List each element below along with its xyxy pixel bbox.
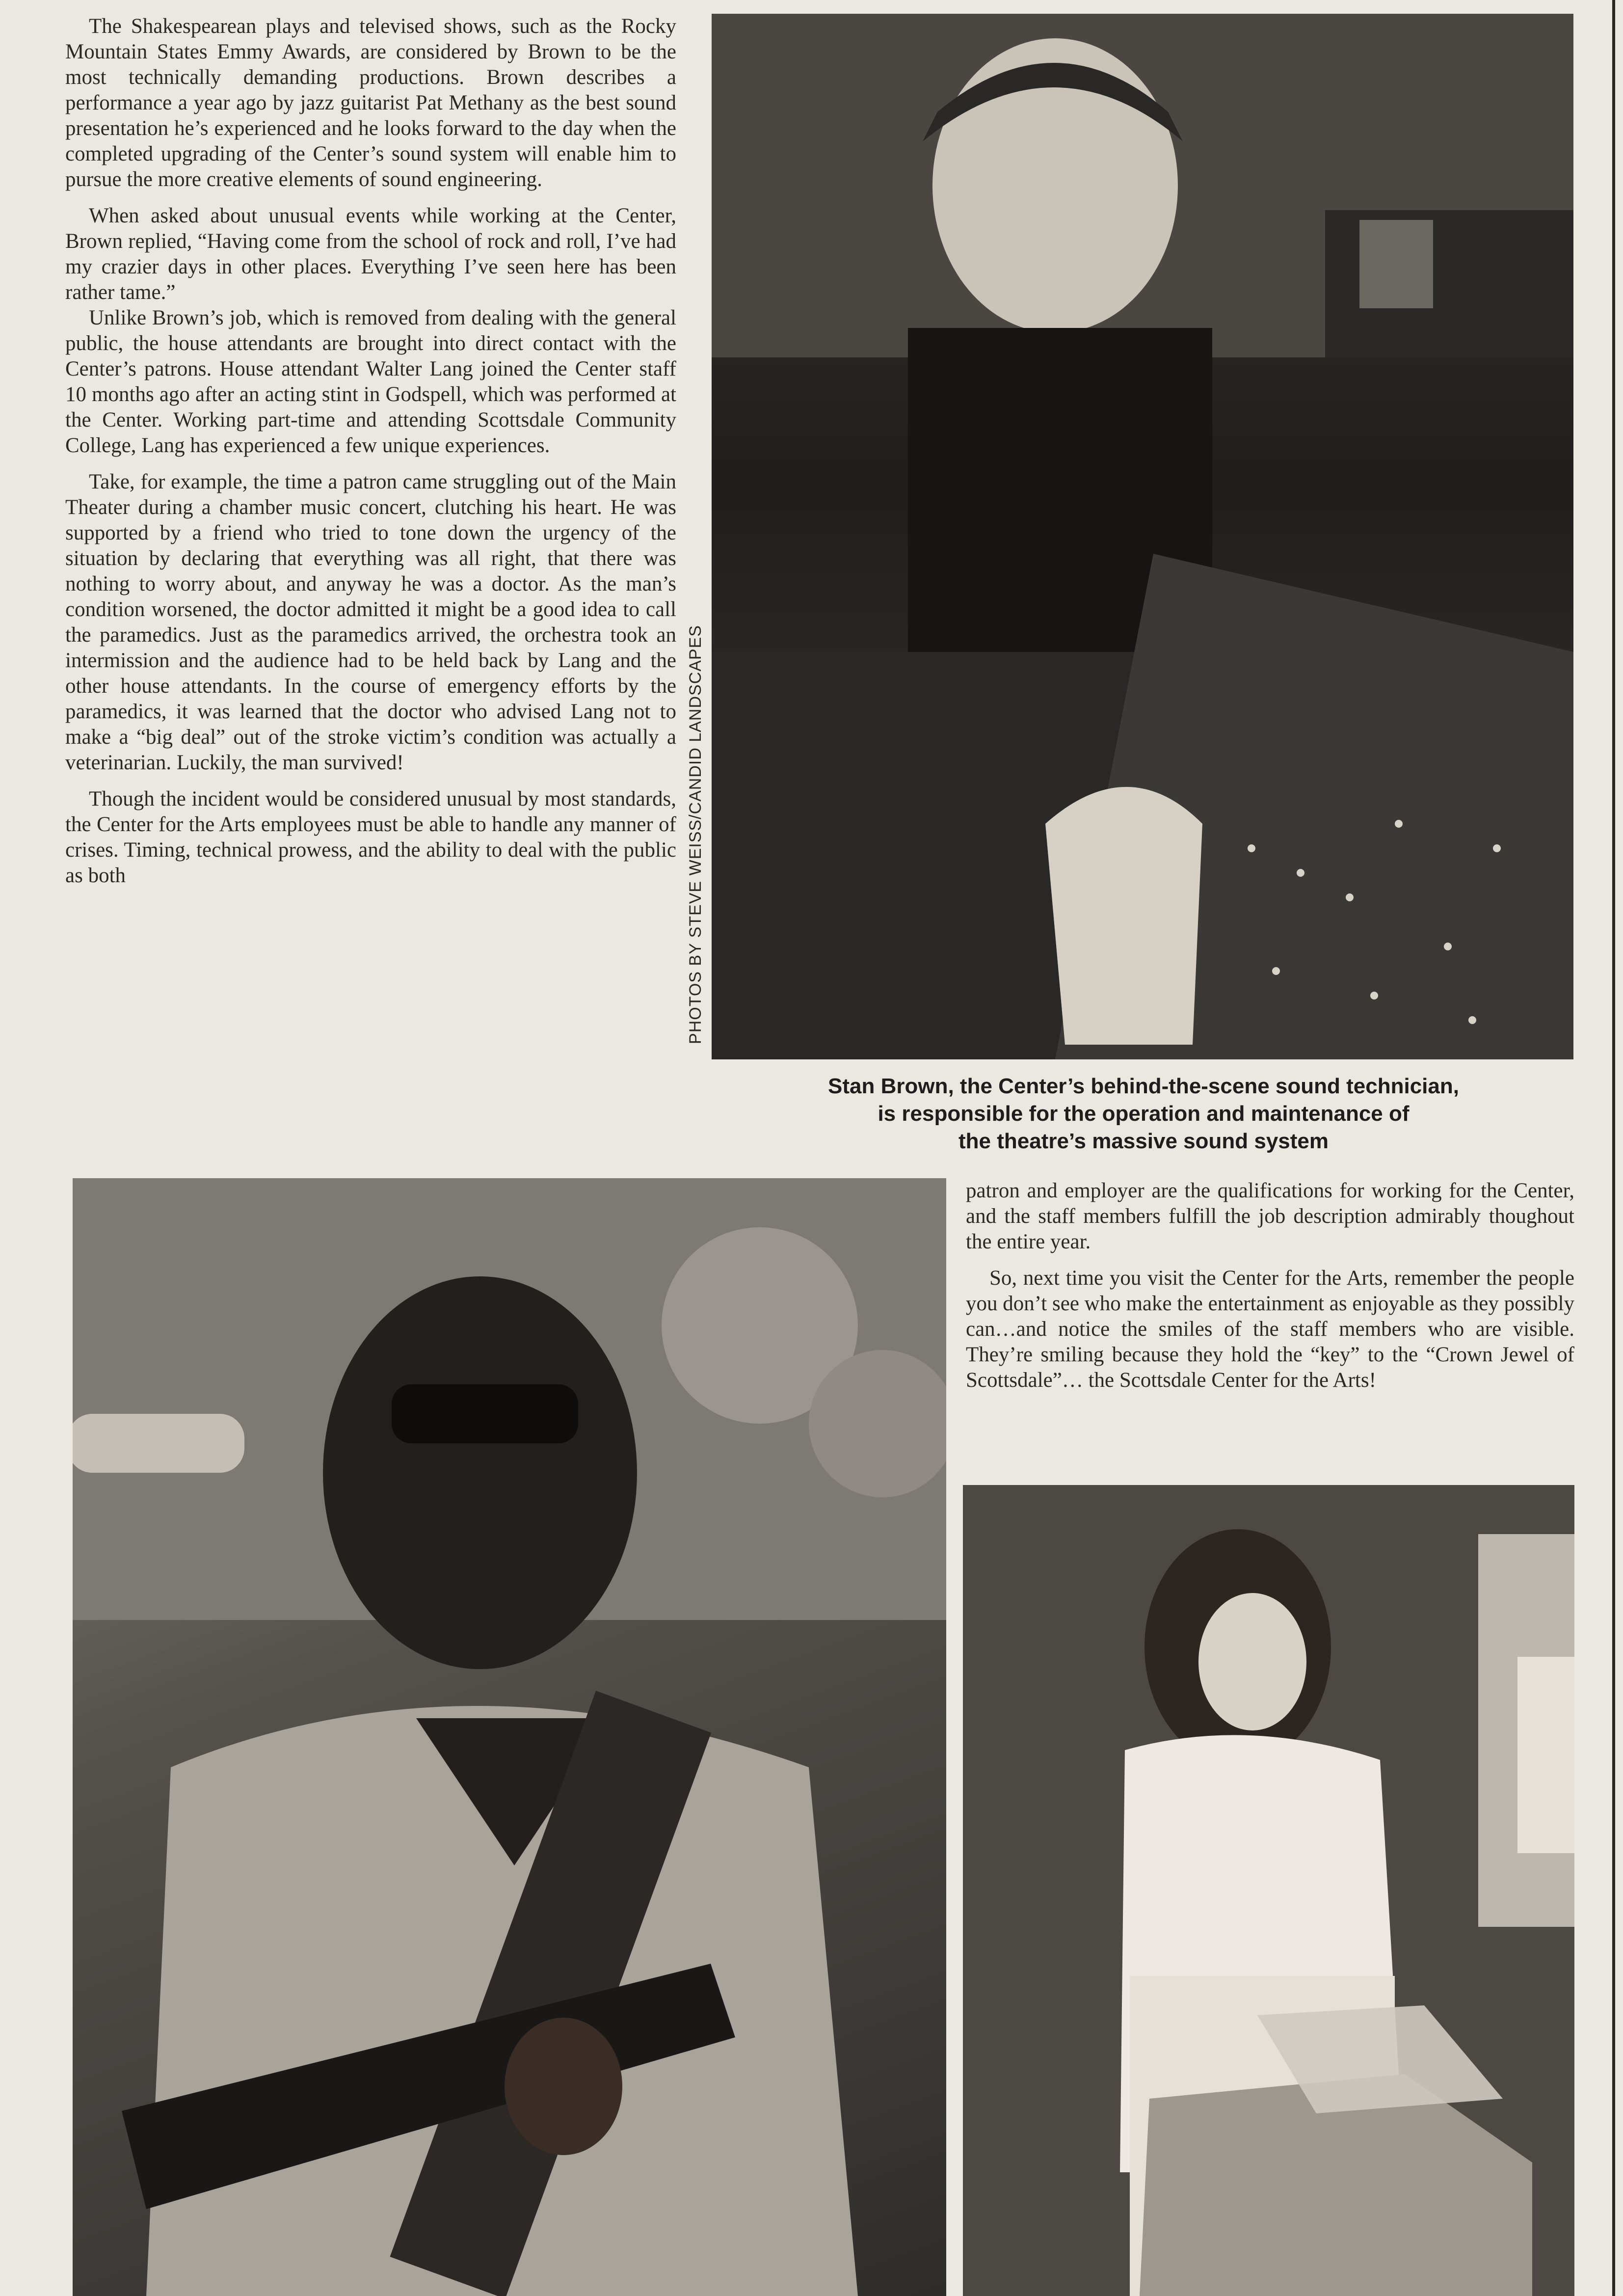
bassist-photo [73, 1178, 946, 2296]
photo-caption [726, 1073, 1561, 1155]
paragraph: patron and employer are the qualifications for working for the Center, and the staff members fulfill the job description admirably thoughout the entire year. [966, 1179, 1574, 1253]
paragraph: Unlike Brown’s job, which is removed from dealing with the general public, the house attendants are brought into direct contact with the Center’s patrons. House attendant Walter Lang joined the Center staff 10 months ago after an acting stint in Godspell, which was performed at the Center. Working part-time and attending Scottsdale Community College, Lang has experienced a few unique experiences. [65, 306, 676, 457]
house-attendant-photo [963, 1485, 1574, 2296]
paragraph: So, next time you visit the Center for the Arts, remember the people you don’t see who make the entertainment as enjoyable as they possibly can…and notice the smiles of the staff members who are visible. They’re smiling because they hold the “key” to the “Crown Jewel of Scottsdale”… the Scottsdale Center for the Arts! [966, 1267, 1574, 1392]
caption-line: is responsible for the operation and maintenance of [878, 1102, 1410, 1126]
paragraph: When asked about unusual events while working at the Center, Brown replied, “Having come from the school of rock and roll, I’ve had my crazier days in other places. Everything I’ve seen here has been rather tame.” [65, 204, 676, 304]
caption-line: the theatre’s massive sound system [958, 1129, 1329, 1153]
caption-line: Stan Brown, the Center’s behind-the-scene sound technician, [828, 1074, 1459, 1098]
photo-credit: PHOTOS BY STEVE WEISS/CANDID LANDSCAPES [686, 625, 705, 1044]
sound-technician-photo [712, 14, 1573, 1059]
paragraph: Though the incident would be considered unusual by most standards, the Center for the Arts employees must be able to handle any manner of crises. Timing, technical prowess, and the ability to deal with the public as both [65, 787, 676, 887]
article-column-left [65, 14, 676, 1158]
paragraph: The Shakespearean plays and televised shows, such as the Rocky Mountain States Emmy Awards, are considered by Brown to be the most technically demanding productions. Brown describes a performance a year ago by jazz guitarist Pat Methany as the best sound presentation he’s experienced and he looks forward to the day when the completed upgrading of the Center’s sound system will enable him to pursue the more creative elements of sound engineering. [65, 15, 676, 191]
article-column-right [966, 1178, 1574, 1404]
paragraph: Take, for example, the time a patron came struggling out of the Main Theater during a chamber music concert, clutching his heart. He was supported by a friend who tried to tone down the urgency of the situation by declaring that everything was all right, that there was nothing to worry about, and anyway he was a doctor. As the man’s condition worsened, the doctor admitted it might be a good idea to call the paramedics. Just as the paramedics arrived, the orchestra took an intermission and the audience had to be held back by Lang and the other house attendants. In the course of emergency efforts by the paramedics, it was learned that the doctor who advised Lang not to make a “big deal” out of the stroke victim’s condition was actually a veterinarian. Luckily, the man survived! [65, 470, 676, 774]
page-edge-rule [1612, 0, 1615, 2296]
